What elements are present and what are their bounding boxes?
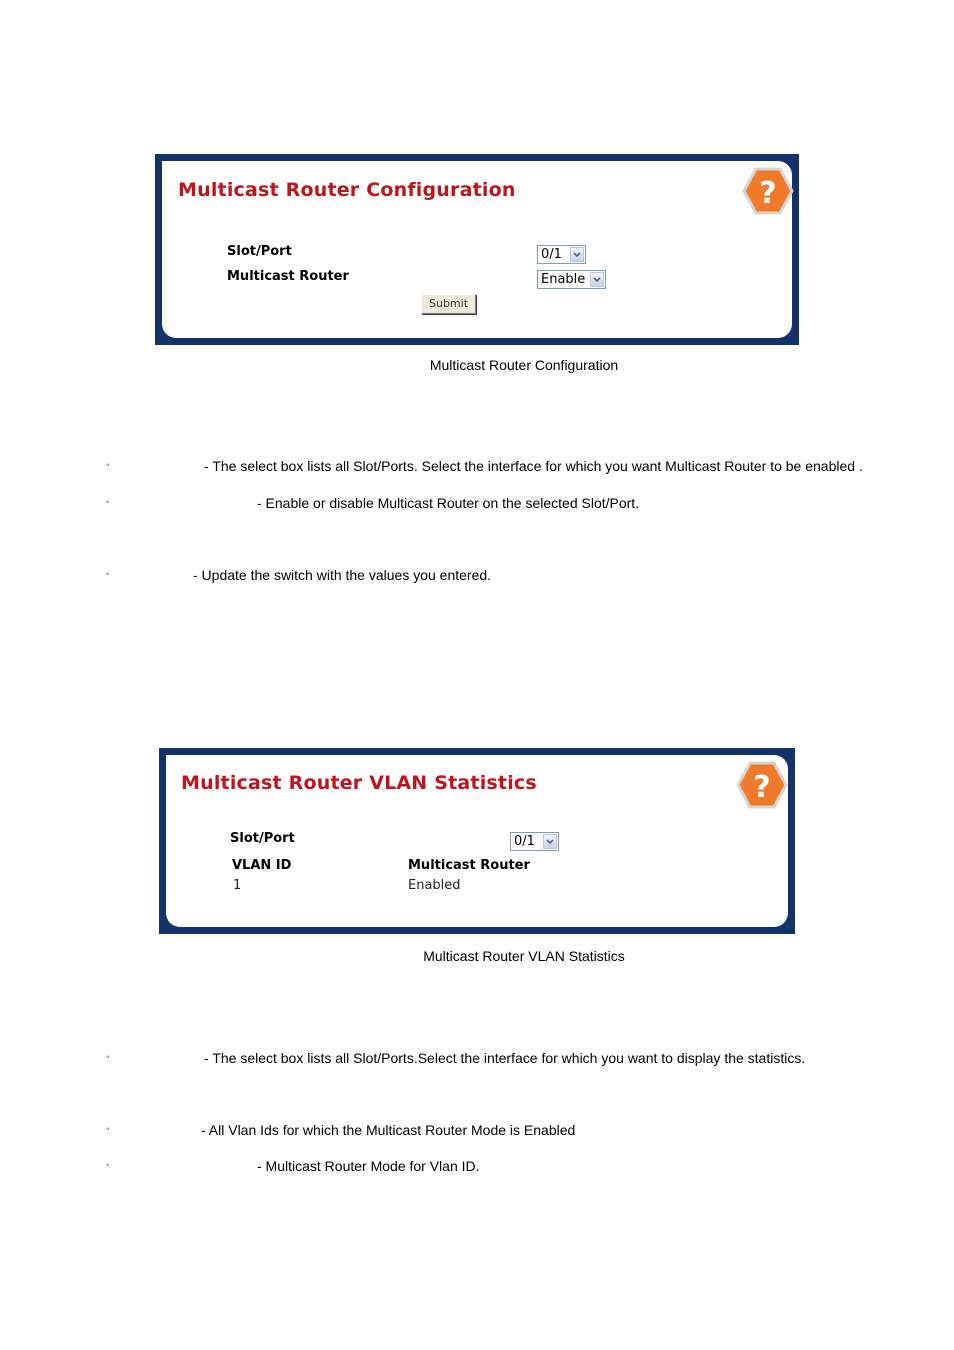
vlan-id-header: VLAN ID [232, 858, 292, 873]
list-item [0, 1122, 954, 1142]
slot-port-select[interactable] [537, 245, 586, 264]
slot-port-label: Slot/Port [227, 244, 292, 259]
vlan-id-description: - All Vlan Ids for which the Multicast Router Mode is Enabled [201, 1122, 576, 1138]
slot-port-description: - The select box lists all Slot/Ports. Select the interface for which you want Multicast Router to be enabled . [204, 458, 863, 474]
slot-port-value: 0/1 [541, 247, 562, 262]
svg-text:?: ? [759, 176, 777, 211]
page-title: Multicast Router VLAN Statistics [181, 772, 537, 794]
submit-description: - Update the switch with the values you entered. [193, 567, 492, 583]
svg-text:?: ? [753, 770, 771, 805]
page-title: Multicast Router Configuration [178, 179, 516, 201]
multicast-router-description: - Multicast Router Mode for Vlan ID. [257, 1158, 480, 1174]
slot-port-value: 0/1 [514, 834, 535, 849]
chevron-down-icon[interactable] [590, 272, 604, 287]
multicast-router-description: - Enable or disable Multicast Router on the selected Slot/Port. [257, 495, 640, 511]
vlan-id-cell: 1 [233, 878, 242, 893]
list-item [0, 495, 954, 515]
list-item [0, 567, 954, 587]
bullet: ◦ [106, 460, 110, 471]
submit-button[interactable]: Submit [421, 294, 476, 314]
multicast-router-label: Multicast Router [227, 269, 349, 284]
help-icon[interactable] [736, 761, 788, 809]
multicast-router-vlan-stats-panel [159, 748, 795, 934]
bullet: ◦ [106, 1052, 110, 1063]
chevron-down-icon[interactable] [570, 247, 584, 262]
figure-caption: Multicast Router Configuration [429, 357, 619, 373]
list-item [0, 458, 954, 478]
bullet: ◦ [106, 1160, 110, 1171]
multicast-router-config-panel [155, 154, 799, 345]
slot-port-label: Slot/Port [230, 831, 295, 846]
list-item [0, 1158, 954, 1178]
bullet: ◦ [106, 569, 110, 580]
multicast-router-cell: Enabled [408, 878, 461, 893]
multicast-router-header: Multicast Router [408, 858, 530, 873]
bullet: ◦ [106, 497, 110, 508]
bullet: ◦ [106, 1124, 110, 1135]
multicast-router-select[interactable] [537, 270, 606, 289]
multicast-router-value: Enable [541, 272, 586, 287]
slot-port-select[interactable] [510, 832, 559, 851]
panel-body [166, 755, 788, 927]
panel-body [162, 161, 792, 338]
list-item [0, 1050, 954, 1070]
figure-caption: Multicast Router VLAN Statistics [423, 948, 625, 964]
chevron-down-icon[interactable] [543, 834, 557, 849]
slot-port-description: - The select box lists all Slot/Ports.Select the interface for which you want to display the statistics. [204, 1050, 806, 1066]
help-icon[interactable] [742, 167, 794, 215]
